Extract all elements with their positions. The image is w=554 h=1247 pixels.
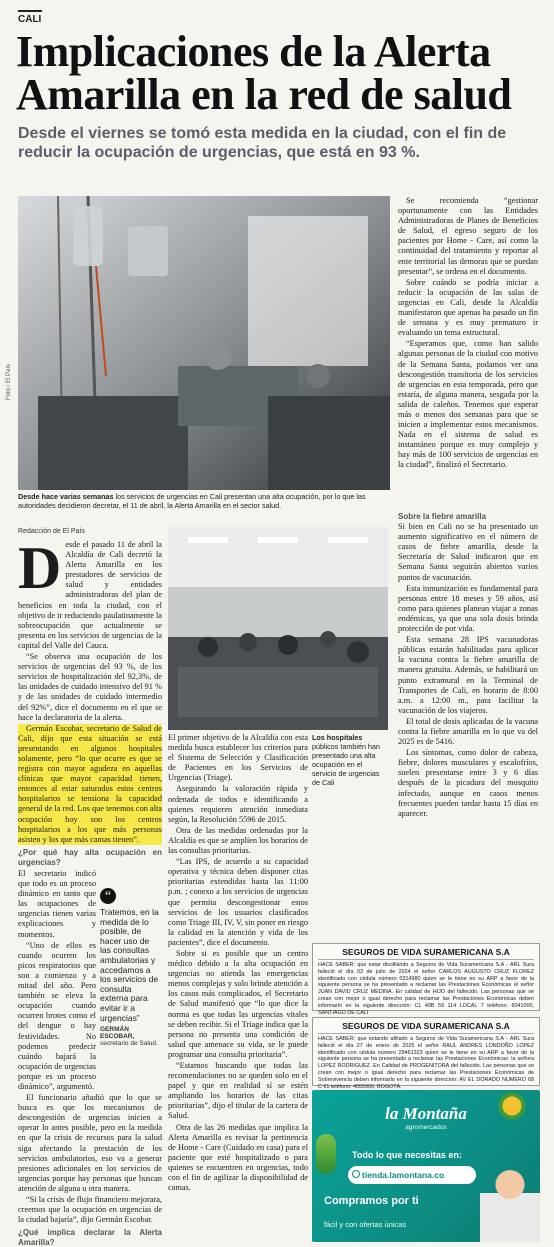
hospital-waiting-room-photo: [168, 527, 388, 730]
article-column-right-bottom: Sobre la fiebre amarilla Si bien en Cali no se ha presentado un aumento significativo en el número de casos de fiebre amarilla, desde la Secretaría de Salud indicaron que en Semana Santa seguirán abiertos varios puntos de vacunación. Esta inmunización es fundamental para personas entre 18 meses y 59 años, así como para quienes planean viajar a zonas endémicas, ya que una sola dosis brinda protección de por vida. Esta semana 28 IPS vacunadoras públicas estarán habilitadas para aplicar la vacuna contra la fiebre amarilla de manera gratuita. Además, se habilitará un punto extramural en la Terminal de Transportes de Cali, en horario de 8:00 a.m. a 12:00 m., para facilitar la vacunación de los viajeros. El total de dosis aplicadas de la vacuna contra la fiebre amarilla en lo que va del 2025 es de 5416. Los síntomas, como dolor de cabeza, fiebre, dolores musculares y escalofríos, suelen presentarse entre 3 y 6 días después de la picadura del mosquito infectado, aunque en casos menos frecuentes pueden tardar hasta 15 días en aparecer.: [398, 512, 538, 818]
section-tag: CALI: [18, 10, 42, 25]
article-column-middle: El primer objetivo de la Alcaldía con esta medida busca establecer los criterios para el Sistema de Selección y Clasificación de Pacientes en los Servicios de Urgencias (Triage). Asegurando la valoración rápida y ordenada de todos e identificando a quienes requieren atención inmediata según, la Resolución 5596 de 2015. Otra de las medidas ordenadas por la Alcaldía es que se amplíen los horarios de las consultas prioritarias. “Las IPS, de acuerdo a su capacidad operativa y técnica deben disponer citas prioritarias extendidas hasta las 11:00 p.m. ; conexo a los servicios de urgencias que permita descongestionar estos servicios de los usuarios clasificados como Triage III, IV, V, sin poner en riesgo la calidad en la atención y vida de los pacientes”, dice el documento. Sobre si es posible que un centro médico debido a la alta ocupación en urgencias no atienda las emergencias menos complejas y solo brinde atención a los casos más complicados, el Secretario de Salud manifestó que “lo que dice la norma es que todas las urgencias vitales se deben recibir. Si el Triage indica que la persona no presenta una condición de salud que amenace su vida, se le puede programar una consulta prioritaria”. “Estamos buscando que todas las recomendaciones no se queden solo en el papel y que en realidad sí se estén ampliando los horarios de las citas prioritarias”, dijo el titular de la cartera de Salud. Otra de las 26 medidas que implica la Alerta Amarilla es revisar la pertinencia de Home - Care (Cuidado en casa) para el paciente que esté hospitalizado o para quienes se encuentren en urgencias, todo con el fin de agilizar la disponibilidad de camas.: [168, 733, 308, 1193]
ad-url-link[interactable]: tienda.lamontana.co: [348, 1166, 476, 1184]
headline: Implicaciones de la Alerta Amarilla en la red de salud: [16, 27, 512, 119]
quote-author: GERMÁN ESCOBAR, secretario de Salud.: [100, 1026, 158, 1048]
globe-icon: [352, 1170, 360, 1178]
notice-title: SEGUROS DE VIDA SURAMERICANA S.A: [318, 947, 534, 960]
subsection-heading-right: Sobre la fiebre amarilla: [398, 512, 487, 521]
photo-illustration-2: [168, 527, 388, 730]
pull-quote: [100, 888, 162, 1047]
subsection-heading-2: ¿Qué implica declarar la Alerta Amarilla?: [18, 1228, 162, 1247]
byline: Redacción de El País: [18, 528, 85, 535]
photo-caption-2: Los hospitales públicos también han presentado una alta ocupación en el servicio de urgencias de Cali: [312, 733, 380, 787]
quote-text: Tratemos, en la medida de lo posible, de hacer uso de las consultas ambulatorias y accedamos a los servicios de consulta externa para evitar ir a urgencias”: [100, 907, 159, 1023]
photo-illustration: [18, 196, 390, 490]
ad-tagline: Todo lo que necesitas en:: [352, 1150, 462, 1160]
quote-icon: “: [100, 888, 116, 904]
highlighted-paragraph: Germán Escobar, secretario de Salud de Cali, dijo que esta situación se está presentando en algunos hospitales solamente, pero “lo que ocurre es que se registra con mayor agudeza en aquellas clínicas que mayor capacidad tienen, entonces al estar saturados estos centros hospitalarios se tensiona la capacidad general de la red. Los que tenemos con alta ocupación hoy son los centros hospitalarios a los que más personas asisten y los que más camas tienen”.: [18, 723, 162, 844]
ad-person-image: [480, 1160, 540, 1242]
notice-body-2: HACE SABER: que estando afiliado a Seguros de Vida Suramericana S.A - ARL Sura falleció el día 27 de enero de 2025 el señor RAUL ANDRES LONDOÑO LOPEZ identificado con cédula número 29461323 quien se le tiene en su ARP a favor de la siguiente persona se ha presentado a reclamar las Prestaciones Económicas: la señora LOPEZ RODRIGUEZ. En Calidad de PROGENITORA del fallecido. Las personas que se crean con mejor o igual derecho para reclamar las Prestaciones Económicas de Sobrevivencia deben informarlo en la siguiente dirección: AV EL DORADO NUMERO 68 C 61 teléfono: 4055900, BOGOTÁ.: [318, 1036, 534, 1090]
subhead: Desde el viernes se tomó esta medida en la ciudad, con el fin de reducir la ocupación de urgencias, que está en 93 %.: [18, 125, 507, 161]
legal-notice-2: [312, 1017, 540, 1090]
notice-title-2: SEGUROS DE VIDA SURAMERICANA S.A: [318, 1021, 534, 1034]
ad-brand-subtitle: agromercados: [405, 1124, 447, 1131]
article-column-left: Desde el pasado 11 de abril la Alcaldía de Cali decretó la Alerta Amarilla en los prestadores de servicios de salud y entidades administradoras del plan de beneficios en toda la ciudad, con el objetivo de ir reduciendo paulatinamente la sobreocupación que actualmente se presenta en los servicios de urgencias de la capital del Valle del Cauca. “Se observa una ocupación de los servicios de urgencias del 93 %, de los servicios de hospitalización del 92,3%, de las unidades de cuidado intensivo del 91 % y de las unidades de cuidado intermedio del 92%”, dice el documento en el que se hace la declaratoria de la alerta. Germán Escobar, secretario de Salud de Cali, dijo que esta situación se está presentando en algunos hospitales solamente, pero “lo que ocurre es que se registra con mayor agudeza en aquellas clínicas que mayor capacidad tienen, entonces al estar saturados estos centros hospitalarios se tensiona la capacidad general de la red. Los que tenemos con alta ocupación hoy son los centros hospitalarios a los que más personas asisten y los que más camas tienen”. ¿Por qué hay alta ocupación en urgencias? El secretario indicó que todo es un proceso dinámico en tanto que las ocupaciones de urgencias tienen varias explicaciones y momentos. “Uno de ellos es cuando ocurren los picos respiratorios que son a comienzo y a mitad del año. Pero también se eleva la ocupación cuando ocurren brotes como el del dengue o hay festividades. No podemos predecir cuándo bajará la ocupación de urgencias porque es un proceso dinámico”, argumentó. El funcionario añadió que lo que se busca es que los mecanismos de descongestión de urgencias inicien a operar lo antes posible, pero en la medida en que la crisis de recursos para la salud siga afectando la prestación de los servicios ambulatorios, eso va a generar presiones adicionales en los servicios de urgencias porque hay personas que buscan atención de alguna u otra manera. “Si la crisis de flujo financiero mejorara, creemos que la ocupación en urgencias de la ciudad bajaría”, dijo Germán Escobar. ¿Qué implica declarar la Alerta Amarilla?: [18, 535, 162, 1247]
article-column-right-top: Se recomienda “gestionar oportunamente con las Entidades Administradoras de Planes de Beneficios de Salud, el egreso seguro de los pacientes por Home - Care, así como la continuidad del tratamiento y reportar al ente territorial las demoras que se puedan presentar”, se ordena en el documento. Sobre cuándo se podría iniciar a reducir la ocupación de las salas de urgencias en Cali, desde la Alcaldía manifestaron que apenas ha pasado un fin de semana y es muy prematuro ir evaluando un tema estructural. “Esperamos que, como han salido algunas personas de la ciudad con motivo de la Semana Santa, podamos ver una descongestión transitoria de los servicios de urgencias en esta temporada, pero que estaría, de alguna manera, sesgada por la salida de caleños. Tenemos que esperar más o menos dos semanas para que se inicien a implementar estos mecanismos. Nada en el sistema de salud es instantáneo porque es muy complejo y hay más de 100 servicios de urgencias en la ciudad”, finalizó el Secretario.: [398, 196, 538, 470]
vegetable-icon: [316, 1134, 336, 1174]
narrow-text-block: El secretario indicó que todo es un proceso dinámico en tanto que las ocupaciones de urgencias tienen varias explicaciones y momentos. “Uno de ellos es cuando ocurren los picos respiratorios que son a comienzo y a mitad del año. Pero también se eleva la ocupación cuando ocurren brotes como el del dengue o hay festividades. No podemos predecir cuándo bajará la ocupación de urgencias porque es un proceso dinámico”, argumentó.: [18, 869, 96, 1091]
legal-notice: [312, 943, 540, 1016]
ad-promo-sub: fácil y con ofertas únicas: [324, 1220, 407, 1229]
photo-credit: Foto / El País: [6, 363, 12, 400]
advertisement[interactable]: [312, 1090, 540, 1242]
ad-promo: Compramos por ti: [324, 1195, 419, 1207]
photo-caption: Desde hace varias semanas los servicios de urgencias en Cali presentan una alta ocupación, por lo que las autoridades decidieron decretar, el 11 de abril, la Alerta Amarilla en el sector salud.: [18, 492, 366, 510]
hospital-corridor-photo: [18, 196, 390, 490]
drop-cap: D: [18, 535, 62, 601]
notice-body: HACE SABER: que estar disolllándo a Seguros de Vida Suramericana S.A - ARL Sura falleció el día 03 de julio de 2024 el señor CARLOS AUGUSTO CRUZ FLOREZ identificado con cédula número 0314980 quien se le tiene en su ARP a favor de la siguiente persona se ha presentado a reclamar las Prestaciones Económicas el señor JUAN DAVID CRUZ MEDINA. En calidad de HIJO del fallecido. Las personas que se crean con mejor o igual derecho para reclamar las Prestaciones Económicas deben informarlo en la siguiente dirección: CL 49B 59 114 LOCAL 7 teléfono: 6041000, SANTIAGO DE CALI: [318, 962, 534, 1016]
subsection-heading: ¿Por qué hay alta ocupación en urgencias?: [18, 847, 162, 867]
ad-brand-logo: la Montaña: [385, 1104, 467, 1123]
